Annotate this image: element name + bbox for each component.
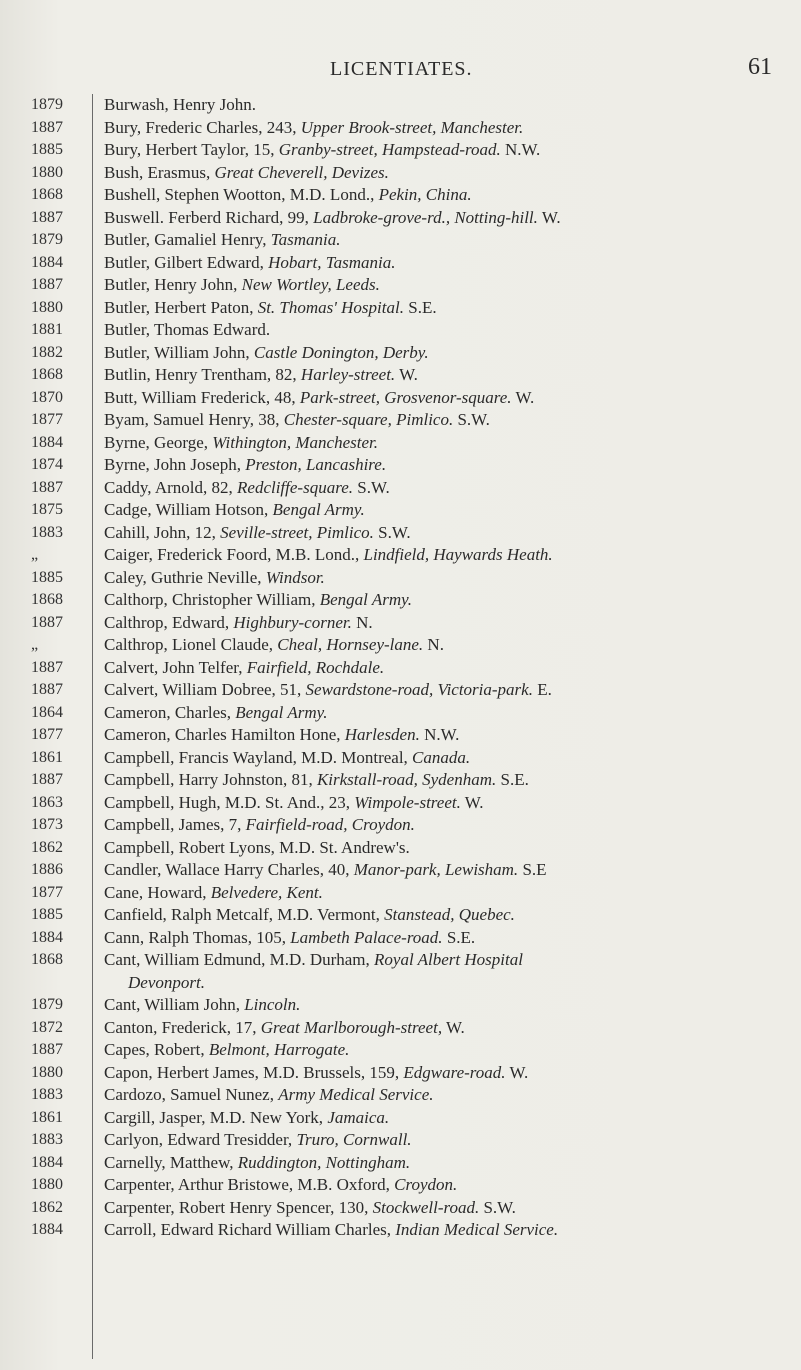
entry-year: 1870: [31, 388, 63, 406]
entry-district: W.: [460, 792, 484, 812]
entry-district: S.W.: [453, 410, 490, 429]
entry-year: 1881: [31, 321, 63, 338]
entry-address: Cheal, Hornsey-lane.: [277, 635, 424, 654]
entry-text: [104, 1084, 794, 1107]
entry-year: 1885: [31, 141, 63, 158]
entry-text: [104, 927, 794, 950]
entry-name: Caley, Guthrie Neville,: [104, 567, 266, 587]
entry-year: 1884: [31, 1221, 63, 1238]
entry-name: Capon, Herbert James, M.D. Brussels, 159,: [104, 1062, 404, 1082]
entry-name: Campbell, Hugh, M.D. St. And., 23,: [104, 792, 355, 812]
entry-address: Edgware-road.: [403, 1062, 506, 1082]
entry-address: Redcliffe-square.: [237, 477, 353, 497]
entry-name: Butler, Gilbert Edward,: [104, 252, 269, 272]
entry-address: Preston, Lancashire.: [245, 455, 387, 474]
licentiates-list: [0, 94, 801, 1242]
list-item: [0, 837, 801, 860]
list-item: [0, 927, 801, 950]
entry-year: 1875: [31, 501, 63, 518]
entry-year: 1861: [31, 748, 63, 766]
entry-address: Park-street, Grosvenor-square.: [299, 387, 512, 407]
entry-district: W.: [537, 207, 561, 227]
entry-address: Withington, Manchester.: [212, 432, 379, 452]
entry-year: 1880: [31, 1176, 63, 1193]
entry-district: S.E.: [496, 770, 529, 789]
entry-name: Capes, Robert,: [104, 1040, 209, 1059]
entry-name: Bushell, Stephen Wootton, M.D. Lond.,: [104, 185, 379, 204]
list-item: [0, 1084, 801, 1107]
entry-district: N.: [423, 635, 444, 654]
entry-text: [104, 702, 794, 725]
entry-text: [104, 387, 794, 410]
entry-year: 1880: [31, 298, 63, 316]
entry-text: [104, 949, 794, 994]
entry-year: 1883: [31, 523, 63, 541]
entry-name: Cargill, Jasper, M.D. New York,: [104, 1107, 328, 1127]
entry-name: Cant, William John,: [104, 995, 245, 1014]
entry-address: Hobart, Tasmania.: [268, 252, 396, 272]
entry-year: 1887: [31, 208, 63, 226]
entry-year: 1887: [31, 613, 63, 631]
list-item: [0, 387, 801, 410]
entry-text: [104, 1107, 794, 1130]
list-item: [0, 1129, 801, 1152]
list-item: [0, 1062, 801, 1085]
entry-year: 1879: [31, 96, 63, 113]
entry-district: W.: [442, 1017, 465, 1037]
entry-name: Campbell, Harry Johnston, 81,: [104, 770, 317, 789]
entry-name: Candler, Wallace Harry Charles, 40,: [104, 860, 354, 879]
list-item: [0, 522, 801, 545]
entry-district: W.: [505, 1062, 529, 1082]
entry-name: Bury, Herbert Taylor, 15,: [104, 140, 279, 159]
entry-year: 1879: [31, 996, 63, 1013]
list-item: [0, 432, 801, 455]
entry-name: Butt, William Frederick, 48,: [104, 387, 300, 407]
entry-year: 1864: [31, 703, 63, 721]
entry-district: E.: [532, 680, 552, 699]
entry-year: 1861: [31, 1108, 63, 1126]
entry-district: N.: [351, 612, 373, 632]
list-item: [0, 477, 801, 500]
list-item: [0, 904, 801, 927]
entry-district: S.W.: [353, 477, 390, 497]
entry-address: Manor-park, Lewisham.: [353, 860, 519, 879]
entry-year: 1884: [31, 433, 63, 451]
entry-year: 1862: [31, 838, 63, 856]
entry-name: Byam, Samuel Henry, 38,: [104, 410, 284, 429]
entry-address: Bengal Army.: [319, 590, 412, 609]
entry-name: Caiger, Frederick Foord, M.B. Lond.,: [104, 545, 364, 564]
entry-year: 1887: [31, 771, 63, 788]
entry-name: Byrne, John Joseph,: [104, 455, 246, 474]
entry-address: New Wortley, Leeds.: [241, 275, 380, 294]
entry-text: [104, 432, 794, 455]
entry-year: 1877: [31, 883, 63, 901]
entry-address-continued: Devonport.: [128, 972, 205, 992]
entry-address: Lindfield, Haywards Heath.: [363, 545, 553, 564]
entry-year: 1887: [31, 658, 63, 676]
entry-district: W.: [511, 387, 535, 407]
entry-text: [104, 252, 794, 275]
entry-year: 1885: [31, 906, 63, 923]
entry-name: Bush, Erasmus,: [104, 162, 215, 182]
entry-year: 1874: [31, 456, 63, 473]
entry-name: Buswell. Ferberd Richard, 99,: [104, 207, 314, 227]
entry-year: 1887: [31, 478, 63, 496]
entry-text: [104, 814, 794, 837]
entry-year: 1882: [31, 343, 63, 361]
entry-name: Cameron, Charles Hamilton Hone,: [104, 725, 345, 744]
entry-text: [104, 454, 794, 477]
entry-text: [104, 1174, 794, 1197]
entry-year: 1884: [31, 253, 63, 271]
entry-name: Carpenter, Arthur Bristowe, M.B. Oxford,: [104, 1175, 395, 1194]
entry-name: Cant, William Edmund, M.D. Durham,: [104, 950, 375, 969]
entry-name: Burwash, Henry John.: [104, 95, 257, 114]
entry-district: S.E.: [442, 927, 476, 947]
list-item: [0, 724, 801, 747]
entry-year: 1883: [31, 1086, 63, 1103]
entry-name: Cadge, William Hotson,: [104, 500, 273, 519]
entry-text: [104, 769, 794, 792]
running-title: LICENTIATES.: [330, 58, 473, 80]
entry-address: Harlesden.: [344, 725, 420, 744]
entry-text: [104, 724, 794, 747]
entry-text: [104, 634, 794, 657]
entry-address: Fairfield, Rochdale.: [246, 657, 385, 677]
entry-text: [104, 274, 794, 297]
entry-district: S.E.: [403, 297, 437, 317]
entry-text: [104, 409, 794, 432]
entry-address: Chester-square, Pimlico.: [283, 410, 454, 429]
list-item: [0, 1219, 801, 1242]
entry-name: Butler, Henry John,: [104, 275, 242, 294]
entry-name: Canfield, Ralph Metcalf, M.D. Vermont,: [104, 905, 385, 924]
entry-text: [104, 859, 794, 882]
entry-text: [104, 882, 794, 905]
entry-text: [104, 229, 794, 252]
entry-address: Croydon.: [394, 1175, 458, 1194]
entry-address: Stockwell-road.: [372, 1197, 480, 1217]
entry-address: Belmont, Harrogate.: [208, 1040, 350, 1059]
entry-name: Byrne, George,: [104, 432, 213, 452]
entry-year: 1885: [31, 568, 63, 586]
entry-address: Upper Brook-street, Manchester.: [300, 117, 524, 137]
list-item: [0, 454, 801, 477]
entry-year: 1868: [31, 591, 63, 608]
entry-name: Butler, Herbert Paton,: [104, 297, 258, 317]
page-header: [0, 52, 801, 86]
entry-name: Campbell, Robert Lyons, M.D. St. Andrew's.: [104, 837, 410, 857]
entry-text: [104, 994, 794, 1017]
entry-address: St. Thomas' Hospital.: [257, 297, 404, 317]
entry-year: „: [31, 546, 39, 563]
entry-district: S.W.: [479, 1197, 516, 1217]
entry-text: [104, 477, 794, 500]
entry-address: Indian Medical Service.: [395, 1220, 559, 1239]
list-item: [0, 162, 801, 185]
entry-address: Lambeth Palace-road.: [290, 927, 443, 947]
entry-name: Cameron, Charles,: [104, 702, 236, 722]
list-item: [0, 769, 801, 792]
entry-district: S.W.: [373, 522, 411, 542]
list-item: [0, 139, 801, 162]
list-item: [0, 544, 801, 567]
entry-district: S.E: [518, 860, 547, 879]
entry-year: 1887: [31, 681, 63, 698]
entry-address: Sewardstone-road, Victoria-park.: [305, 680, 533, 699]
list-item: [0, 859, 801, 882]
list-item: [0, 747, 801, 770]
list-item: [0, 1039, 801, 1062]
entry-text: [104, 589, 794, 612]
entry-district: N.W.: [419, 725, 460, 744]
entry-address: Tasmania.: [270, 230, 341, 249]
entry-text: [104, 1062, 794, 1085]
entry-text: [104, 1017, 794, 1040]
entry-district: N.W.: [500, 140, 541, 159]
list-item: [0, 1197, 801, 1220]
entry-text: [104, 904, 794, 927]
entry-year: 1872: [31, 1018, 63, 1036]
list-item: [0, 1174, 801, 1197]
entry-text: [104, 94, 794, 117]
list-item: [0, 117, 801, 140]
list-item: [0, 207, 801, 230]
entry-address: Belvedere, Kent.: [210, 882, 323, 902]
entry-year: 1863: [31, 793, 63, 811]
entry-text: [104, 297, 794, 320]
entry-name: Campbell, Francis Wayland, M.D. Montreal,: [104, 747, 413, 767]
entry-name: Carroll, Edward Richard William Charles,: [104, 1220, 396, 1239]
entry-year: 1880: [31, 1063, 63, 1081]
entry-text: [104, 1219, 794, 1242]
entry-address: Bengal Army.: [272, 500, 365, 519]
entry-name: Butler, William John,: [104, 342, 254, 362]
entry-text: [104, 139, 794, 162]
page-number: 61: [748, 54, 772, 80]
list-item: [0, 634, 801, 657]
entry-year: 1868: [31, 186, 63, 203]
list-item: [0, 1107, 801, 1130]
entry-address: Seville-street, Pimlico.: [220, 522, 374, 542]
entry-name: Calthorp, Christopher William,: [104, 590, 320, 609]
entry-address: Wimpole-street.: [354, 792, 461, 812]
entry-name: Carnelly, Matthew,: [104, 1152, 238, 1172]
entry-year: 1883: [31, 1131, 63, 1148]
entry-text: [104, 1152, 794, 1175]
entry-address: Highbury-corner.: [233, 612, 352, 632]
list-item: [0, 342, 801, 365]
entry-address: Great Cheverell, Devizes.: [214, 162, 389, 182]
list-item: [0, 702, 801, 725]
list-item: [0, 589, 801, 612]
entry-year: 1877: [31, 726, 63, 743]
entry-address: Pekin, China.: [378, 185, 472, 204]
entry-year: 1862: [31, 1198, 63, 1216]
list-item: [0, 409, 801, 432]
entry-name: Butler, Gamaliel Henry,: [104, 230, 271, 249]
entry-address: Ruddington, Nottingham.: [237, 1152, 411, 1172]
list-item: [0, 949, 801, 994]
entry-text: [104, 364, 794, 387]
entry-address: Castle Donington, Derby.: [253, 342, 429, 362]
entry-year: 1877: [31, 411, 63, 428]
entry-address: Great Marlborough-street,: [260, 1017, 443, 1037]
entry-name: Calvert, William Dobree, 51,: [104, 680, 306, 699]
entry-text: [104, 612, 794, 635]
entry-year: 1884: [31, 1153, 63, 1171]
list-item: [0, 567, 801, 590]
entry-year: „: [31, 636, 39, 653]
entry-name: Campbell, James, 7,: [104, 815, 246, 834]
entry-address: Windsor.: [265, 567, 325, 587]
entry-name: Carpenter, Robert Henry Spencer, 130,: [104, 1197, 373, 1217]
entry-year: 1880: [31, 163, 63, 181]
entry-address: Stanstead, Quebec.: [384, 905, 515, 924]
entry-text: [104, 184, 794, 207]
entry-text: [104, 522, 794, 545]
entry-address: Harley-street.: [300, 365, 396, 384]
entry-address: Truro, Cornwall.: [296, 1130, 412, 1149]
entry-text: [104, 657, 794, 680]
entry-text: [104, 1197, 794, 1220]
entry-text: [104, 1129, 794, 1152]
entry-text: [104, 342, 794, 365]
entry-year: 1868: [31, 366, 63, 383]
entry-name: Bury, Frederic Charles, 243,: [104, 117, 301, 137]
entry-text: [104, 162, 794, 185]
list-item: [0, 679, 801, 702]
entry-year: 1873: [31, 816, 63, 833]
entry-name: Calvert, John Telfer,: [104, 657, 247, 677]
entry-text: [104, 837, 794, 860]
entry-name: Calthrop, Edward,: [104, 612, 234, 632]
list-item: [0, 792, 801, 815]
entry-address: Army Medical Service.: [278, 1085, 434, 1104]
entry-address: Ladbroke-grove-rd., Notting-hill.: [313, 207, 538, 227]
entry-name: Cahill, John, 12,: [104, 522, 221, 542]
entry-year: 1887: [31, 276, 63, 293]
list-item: [0, 319, 801, 342]
entry-name: Cann, Ralph Thomas, 105,: [104, 927, 291, 947]
entry-text: [104, 544, 794, 567]
entry-text: [104, 207, 794, 230]
list-item: [0, 184, 801, 207]
entry-text: [104, 117, 794, 140]
entry-address: Granby-street, Hampstead-road.: [278, 140, 501, 159]
entry-year: 1868: [31, 951, 63, 968]
entry-text: [104, 792, 794, 815]
entry-address: Kirkstall-road, Sydenham.: [316, 770, 497, 789]
entry-name: Caddy, Arnold, 82,: [104, 477, 238, 497]
entry-year: 1886: [31, 861, 63, 878]
list-item: [0, 994, 801, 1017]
entry-address: Canada.: [412, 747, 471, 767]
entry-address: Lincoln.: [244, 995, 301, 1014]
list-item: [0, 229, 801, 252]
entry-name: Cardozo, Samuel Nunez,: [104, 1085, 279, 1104]
list-item: [0, 1017, 801, 1040]
entry-address: Jamaica.: [327, 1107, 390, 1127]
entry-name: Calthrop, Lionel Claude,: [104, 635, 278, 654]
entry-text: [104, 499, 794, 522]
list-item: [0, 297, 801, 320]
entry-address: Royal Albert Hospital: [374, 950, 523, 969]
entry-address: Fairfield-road, Croydon.: [245, 815, 415, 834]
entry-year: 1887: [31, 118, 63, 136]
entry-text: [104, 747, 794, 770]
list-item: [0, 814, 801, 837]
entry-name: Butler, Thomas Edward.: [104, 320, 271, 339]
entry-name: Butlin, Henry Trentham, 82,: [104, 365, 301, 384]
list-item: [0, 882, 801, 905]
list-item: [0, 274, 801, 297]
list-item: [0, 612, 801, 635]
entry-year: 1887: [31, 1041, 63, 1058]
entry-year: 1879: [31, 231, 63, 248]
entry-year: 1884: [31, 928, 63, 946]
entry-name: Canton, Frederick, 17,: [104, 1017, 261, 1037]
list-item: [0, 252, 801, 275]
list-item: [0, 657, 801, 680]
entry-address: Bengal Army.: [235, 702, 328, 722]
list-item: [0, 94, 801, 117]
entry-name: Cane, Howard,: [104, 882, 211, 902]
entry-name: Carlyon, Edward Tresidder,: [104, 1130, 297, 1149]
list-item: [0, 499, 801, 522]
entry-text: [104, 1039, 794, 1062]
list-item: [0, 364, 801, 387]
entry-text: [104, 567, 794, 590]
entry-text: [104, 319, 794, 342]
entry-district: W.: [395, 365, 418, 384]
entry-text: [104, 679, 794, 702]
list-item: [0, 1152, 801, 1175]
